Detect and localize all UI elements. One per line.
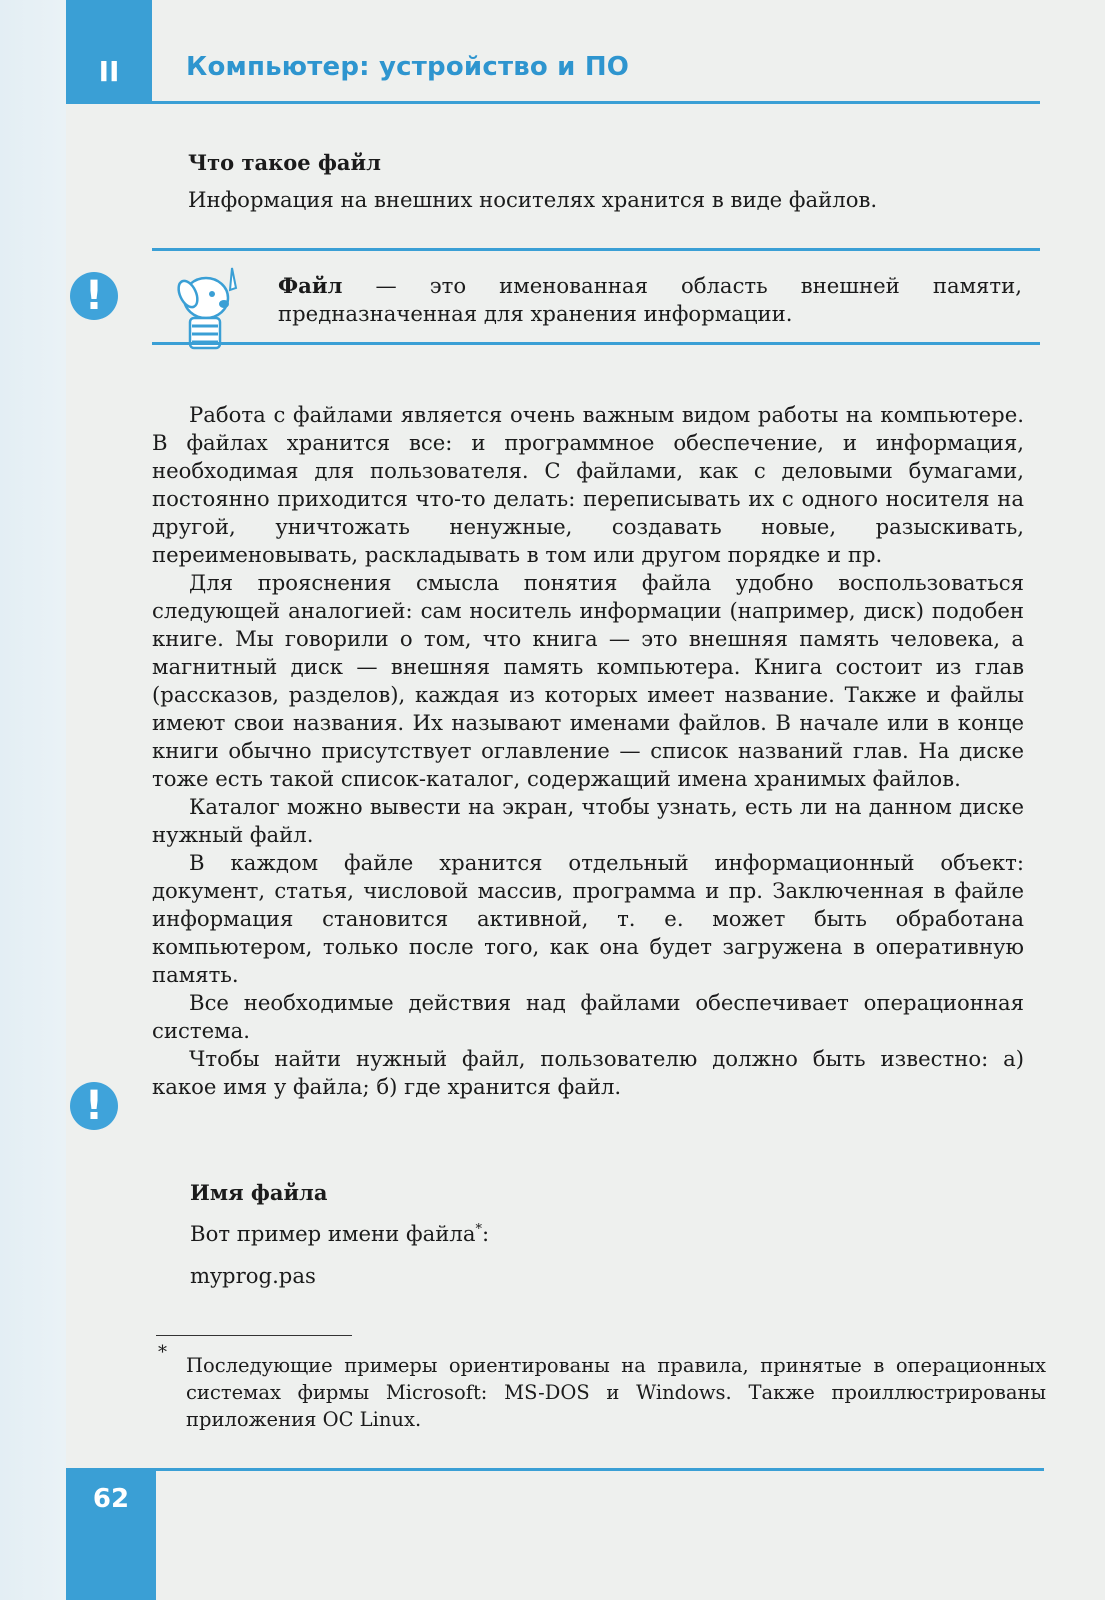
section-heading-what-is-file: Что такое файл — [188, 150, 381, 175]
footnote-mark: * — [158, 1342, 167, 1363]
page-number: 62 — [66, 1468, 156, 1600]
body-text — [152, 401, 1024, 1101]
definition-top-rule — [152, 248, 1040, 251]
definition-text — [278, 272, 1022, 328]
example-file-name: myprog.pas — [190, 1263, 316, 1288]
definition-body: — это именованная область внешней памяти, предназначенная для хранения информации. — [278, 273, 1022, 326]
definition-term: Файл — [278, 273, 343, 298]
header-rule — [152, 101, 1040, 104]
paragraph: Все необходимые действия над файлами обеспечивает операционная система. — [152, 990, 1024, 1043]
example-intro-text: Вот пример имени файла — [190, 1221, 476, 1247]
paragraph: Каталог можно вывести на экран, чтобы узнать, есть ли на данном диске нужный файл. — [152, 794, 1024, 847]
definition-bottom-rule — [152, 342, 1040, 345]
intro-text: Информация на внешних носителях хранится в виде файлов. — [188, 187, 878, 212]
paragraph: Для прояснения смысла понятия файла удобно воспользоваться следующей аналогией: сам носитель информации (например, диск) подобен книге. Мы говорили о том, что книга — это внешняя память человека, а магнитный диск — внешняя память компьютера. Книга состоит из глав (рассказов, разделов), каждая из которых имеет название. Также и файлы имеют свои названия. Их называют именами файлов. В начале или в конце книги обычно присутствует оглавление — список названий глав. На диске тоже есть такой список-каталог, содержащий имена хранимых файлов. — [152, 570, 1024, 791]
footer-rule — [152, 1468, 1044, 1471]
important-paragraph: Чтобы найти нужный файл, пользователю должно быть известно: а) какое имя у файла; б) где хранится файл. — [152, 1046, 1024, 1099]
section-tab: II — [66, 0, 152, 104]
footnote-reference: * — [475, 1222, 482, 1237]
paragraph: Работа с файлами является очень важным видом работы на компьютере. В файлах хранится все: и программное обеспечение, и информация, необходимая для пользователя. С файлами, как с деловыми бумагами, постоянно приходится что-то делать: переписывать их с одного носителя на другой, уничтожать ненужные, создавать новые, разыскивать, переименовывать, раскладывать в том или другом порядке и пр. — [152, 402, 1024, 567]
section-heading-file-name: Имя файла — [190, 1180, 328, 1205]
example-intro — [190, 1216, 1030, 1248]
important-icon: ! — [70, 272, 118, 320]
footnote-rule — [156, 1335, 352, 1336]
footnote-text: Последующие примеры ориентированы на правила, принятые в операционных системах фирмы Microsoft: MS-DOS и Windows. Также проиллюстрированы приложения ОС Linux. — [186, 1354, 1046, 1431]
example-intro-colon: : — [481, 1221, 490, 1247]
paragraph: В каждом файле хранится отдельный информационный объект: документ, статья, числовой массив, программа и пр. Заключенная в файле информация становится активной, т. е. может быть обработана компьютером, только после того, как она будет загружена в оперативную память. — [152, 850, 1024, 987]
running-header-title: Компьютер: устройство и ПО — [186, 52, 630, 82]
left-margin-strip — [0, 0, 66, 1600]
important-icon: ! — [70, 1082, 118, 1130]
